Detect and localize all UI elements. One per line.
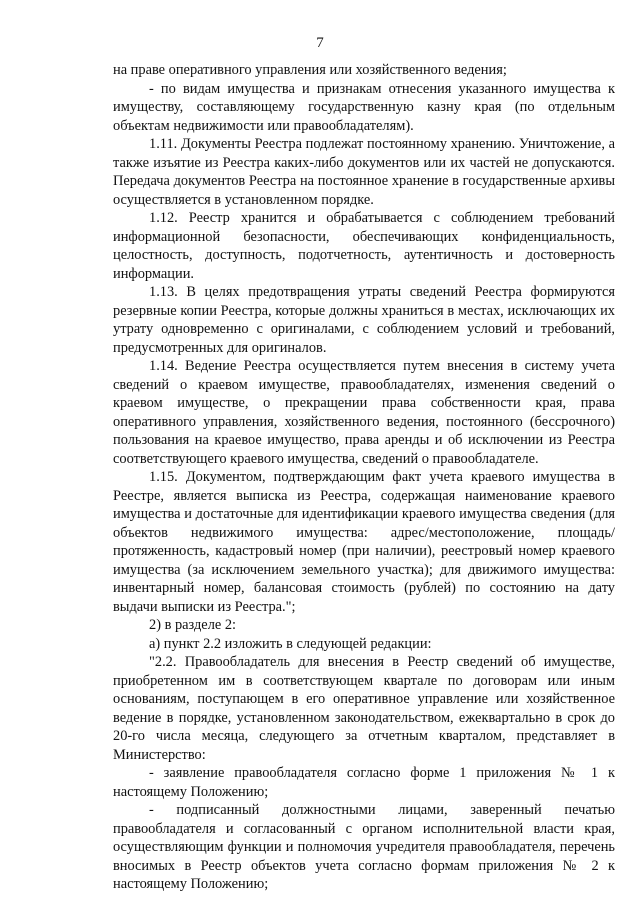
paragraph-1-12: 1.12. Реестр хранится и обрабатывается с соблюдением требований информационной безопасности, обеспечивающих конфиденциальность, целостность, доступность, подотчетность, аутентичность и достоверность информации.: [113, 210, 615, 282]
paragraph-2-2: "2.2. Правообладатель для внесения в Реестр сведений об имуществе, приобретенном им в соответствующем квартале по договорам или иным основаниям, поступающем в его оперативное управление или хозяйственное ведение в порядке, установленном законодательством, ежеквартально в срок до 20-го числа месяца, следующего за отчетным кварталом, представляет в Министерство:: [113, 654, 615, 763]
paragraph-list-item-signed-list: - подписанный должностными лицами, заверенный печатью правообладателя и согласованный с органом исполнительной власти края, осуществляющим функции и полномочия учредителя правообладателя, перечень вносимых в Реестр объектов учета согласно формам приложения № 2 к настоящему Положению;: [113, 802, 615, 892]
page-number: 7: [316, 35, 324, 51]
paragraph-1-14: 1.14. Ведение Реестра осуществляется путем внесения в систему учета сведений о краевом имуществе, правообладателях, изменения сведений о краевом имуществе, о прекращении права собственности края, права оперативного управления, хозяйственного ведения, постоянного (бессрочного) пользования на краевое имущество, права аренды и об исключении из Реестра соответствующего краевого имущества, сведений о правообладателе.: [113, 358, 615, 467]
paragraph-section-2: 2) в разделе 2:: [149, 617, 237, 633]
paragraph-list-item-application: - заявление правообладателя согласно форме 1 приложения № 1 к настоящему Положению;: [113, 765, 615, 800]
paragraph-1-13: 1.13. В целях предотвращения утраты сведений Реестра формируются резервные копии Реестра, которые должны храниться в местах, исключающих их утрату одновременно с оригиналами, с соблюдением условий и требований, предусмотренных для оригиналов.: [113, 284, 615, 356]
paragraph-list-item-property-types: - по видам имущества и признакам отнесения указанного имущества к имуществу, составляющему государственную казну края (по отдельным объектам недвижимости или правообладателям).: [113, 80, 615, 134]
document-body: [113, 61, 615, 894]
paragraph-1-11: 1.11. Документы Реестра подлежат постоянному хранению. Уничтожение, а также изъятие из Реестра каких-либо документов или их частей не допускаются. Передача документов Реестра на постоянное хранение в государственные архивы осуществляется в установленном порядке.: [113, 136, 615, 208]
paragraph-continuation: на праве оперативного управления или хозяйственного ведения;: [113, 62, 507, 78]
paragraph-item-a: а) пункт 2.2 изложить в следующей редакции:: [149, 635, 432, 652]
paragraph-1-15: 1.15. Документом, подтверждающим факт учета краевого имущества в Реестре, является выписка из Реестра, содержащая наименование краевого имущества и достаточные для идентификации краевого имущества сведения (для объектов недвижимого имущества: адрес/местоположение, площадь/протяженность, кадастровый номер (при наличии), реестровый номер краевого имущества (за исключением земельного участка); для движимого имущества: инвентарный номер, балансовая стоимость (рублей) по состоянию на дату выдачи выписки из Реестра.";: [113, 469, 615, 615]
